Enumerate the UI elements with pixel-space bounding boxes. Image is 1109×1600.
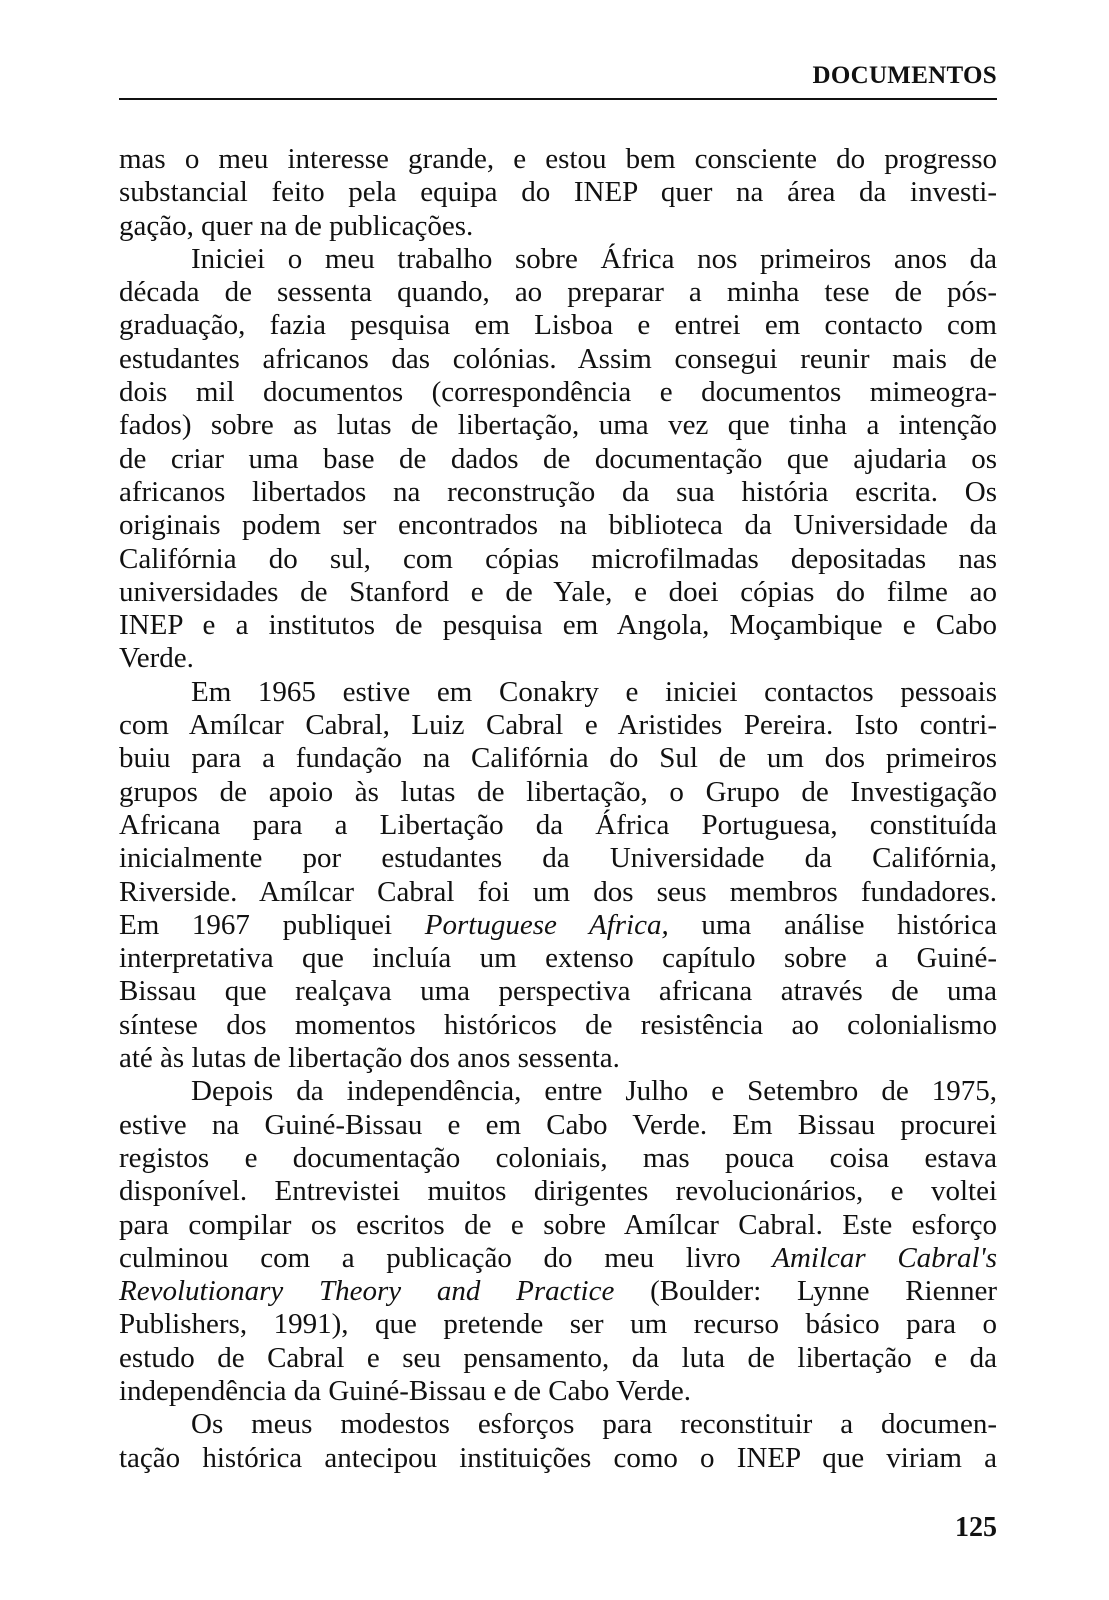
text-run: uma análise histórica (668, 908, 997, 941)
text-line: interpretativa que incluía um extenso capítulo sobre a Guiné- (119, 942, 997, 975)
text-line: Depois da independência, entre Julho e Setembro de 1975, (191, 1075, 997, 1108)
text-line: até às lutas de libertação dos anos sessenta. (119, 1042, 620, 1075)
text-line: com Amílcar Cabral, Luiz Cabral e Aristides Pereira. Isto contri- (119, 709, 997, 742)
running-header (119, 58, 997, 100)
text-line: Bissau que realçava uma perspectiva africana através de uma (119, 975, 997, 1008)
text-line: africanos libertados na reconstrução da sua história escrita. Os (119, 475, 997, 508)
text-line-with-title (119, 1275, 997, 1308)
body-text (119, 143, 997, 1475)
text-line: Califórnia do sul, com cópias microfilmadas depositadas nas (119, 542, 997, 575)
text-line: para compilar os escritos de e sobre Amílcar Cabral. Este esforço (119, 1208, 997, 1241)
text-line: Publishers, 1991), que pretende ser um recurso básico para o (119, 1308, 997, 1341)
text-line: estudo de Cabral e seu pensamento, da luta de libertação e da (119, 1341, 997, 1374)
section-title: DOCUMENTOS (812, 62, 997, 89)
text-line: buiu para a fundação na Califórnia do Sul de um dos primeiros (119, 742, 997, 775)
text-line: síntese dos momentos históricos de resistência ao colonialismo (119, 1008, 997, 1041)
text-line: dois mil documentos (correspondência e documentos mimeogra- (119, 376, 997, 409)
text-line: registos e documentação coloniais, mas pouca coisa estava (119, 1141, 997, 1174)
text-line: tação histórica antecipou instituições como o INEP que viriam a (119, 1441, 997, 1474)
text-line: Os meus modestos esforços para reconstituir a documen- (191, 1408, 997, 1441)
book-title: Portuguese Africa, (424, 908, 669, 941)
page-number: 125 (955, 1512, 997, 1543)
text-line: inicialmente por estudantes da Universidade da Califórnia, (119, 842, 997, 875)
text-line: Iniciei o meu trabalho sobre África nos primeiros anos da (191, 242, 997, 275)
text-line-with-title (119, 1242, 997, 1275)
text-line: mas o meu interesse grande, e estou bem consciente do progresso (119, 143, 997, 175)
text-line: estive na Guiné-Bissau e em Cabo Verde. Em Bissau procurei (119, 1108, 997, 1141)
text-line: gação, quer na de publicações. (119, 209, 474, 242)
text-line: grupos de apoio às lutas de libertação, o Grupo de Investigação (119, 775, 997, 808)
text-line: Em 1965 estive em Conakry e iniciei contactos pessoais (191, 675, 997, 708)
text-line: Africana para a Libertação da África Portuguesa, constituída (119, 808, 997, 841)
text-line: de criar uma base de dados de documentação que ajudaria os (119, 442, 997, 475)
text-line: Riverside. Amílcar Cabral foi um dos seus membros fundadores. (119, 875, 997, 908)
text-line: universidades de Stanford e de Yale, e doei cópias do filme ao (119, 575, 997, 608)
text-line: graduação, fazia pesquisa em Lisboa e entrei em contacto com (119, 309, 997, 342)
text-line: Verde. (119, 642, 194, 675)
text-line: originais podem ser encontrados na biblioteca da Universidade da (119, 509, 997, 542)
text-run: Em 1967 publiquei (119, 908, 425, 941)
book-title: Revolutionary Theory and Practice (119, 1275, 615, 1308)
text-run: culminou com a publicação do meu livro (119, 1241, 773, 1274)
text-line: estudantes africanos das colónias. Assim consegui reunir mais de (119, 342, 997, 375)
text-line: disponível. Entrevistei muitos dirigentes revolucionários, e voltei (119, 1175, 997, 1208)
text-line: década de sessenta quando, ao preparar a minha tese de pós- (119, 276, 997, 309)
text-line: independência da Guiné-Bissau e de Cabo Verde. (119, 1374, 692, 1407)
text-line-with-title (119, 909, 997, 942)
text-line: substancial feito pela equipa do INEP quer na área da investi- (119, 176, 997, 209)
text-line: INEP e a institutos de pesquisa em Angola, Moçambique e Cabo (119, 609, 997, 642)
book-title: Amilcar Cabral's (772, 1241, 997, 1274)
text-line: fados) sobre as lutas de libertação, uma vez que tinha a intenção (119, 409, 997, 442)
text-run: (Boulder: Lynne Rienner (614, 1275, 997, 1308)
